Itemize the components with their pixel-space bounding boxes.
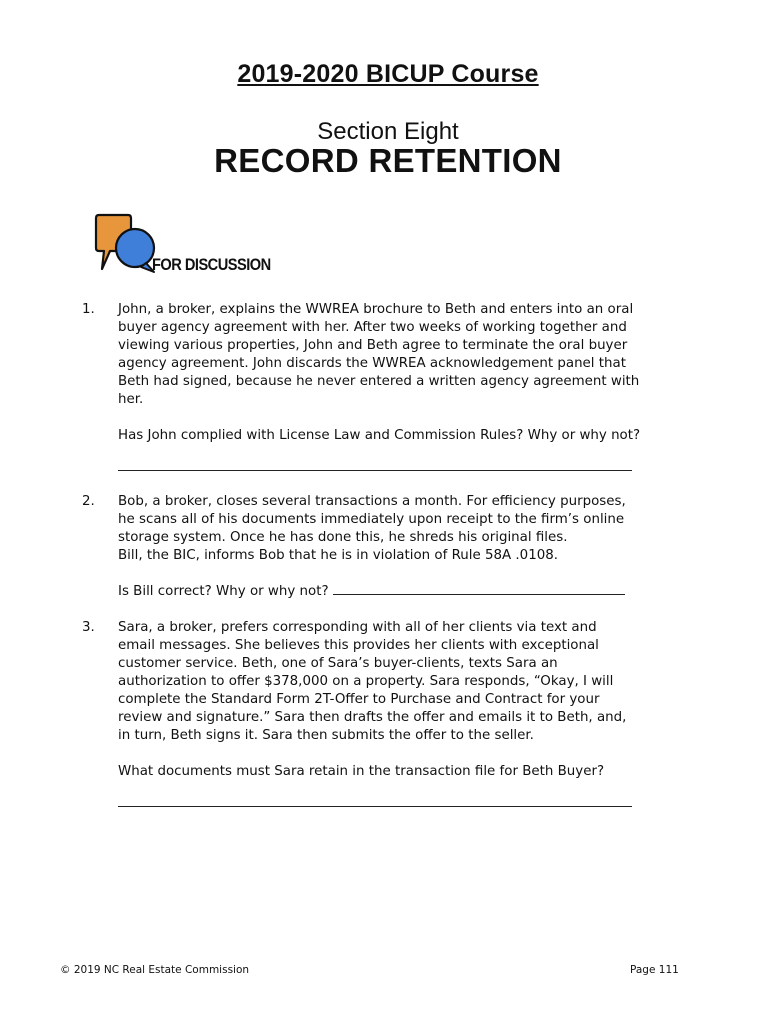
question-line: review and signature.” Sara then drafts the offer and emails it to Beth, and, [118, 710, 627, 725]
question-line: Bob, a broker, closes several transactions a month. For efficiency purposes, [118, 494, 626, 509]
question-line: John, a broker, explains the WWREA brochure to Beth and enters into an oral [118, 302, 634, 317]
question-line: in turn, Beth signs it. Sara then submits the offer to the seller. [118, 728, 534, 743]
question-line: authorization to offer $378,000 on a property. Sara responds, “Okay, I will [118, 674, 614, 689]
question-1 [82, 301, 642, 409]
section-title: RECORD RETENTION [214, 142, 562, 179]
question-line: he scans all of his documents immediately upon receipt to the firm’s online [118, 512, 625, 527]
question-line: Beth had signed, because he never entered a written agency agreement with [118, 374, 640, 389]
question-text [118, 619, 642, 745]
question-line: agency agreement. John discards the WWREA acknowledgement panel that [118, 356, 626, 371]
discussion-label: FOR DISCUSSION [152, 255, 271, 274]
question-line: viewing various properties, John and Beth agree to terminate the oral buyer [118, 338, 628, 353]
question-prompt: Is Bill correct? Why or why not? [118, 584, 329, 599]
answer-line[interactable] [118, 470, 632, 471]
question-line: her. [118, 392, 144, 407]
question-line: buyer agency agreement with her. After two weeks of working together and [118, 320, 627, 335]
question-number: 1. [82, 302, 95, 317]
question-line: customer service. Beth, one of Sara’s buyer-clients, texts Sara an [118, 656, 558, 671]
question-text [118, 493, 642, 565]
question-prompt: Has John complied with License Law and Commission Rules? Why or why not? [118, 428, 641, 443]
footer-copyright: © 2019 NC Real Estate Commission [60, 964, 250, 976]
answer-line[interactable] [333, 593, 625, 595]
page-number: Page 111 [630, 964, 679, 976]
answer-line[interactable] [118, 806, 632, 807]
question-line: Sara, a broker, prefers corresponding with all of her clients via text and [118, 620, 597, 635]
question-line: Bill, the BIC, informs Bob that he is in violation of Rule 58A .0108. [118, 548, 559, 563]
question-number: 3. [82, 620, 95, 635]
question-2 [82, 493, 642, 565]
question-number: 2. [82, 494, 95, 509]
question-3 [82, 619, 642, 745]
question-prompt: What documents must Sara retain in the transaction file for Beth Buyer? [118, 764, 605, 779]
course-title: 2019-2020 BICUP Course [237, 60, 539, 88]
question-line: complete the Standard Form 2T-Offer to Purchase and Contract for your [118, 692, 600, 707]
section-label: Section Eight [317, 118, 459, 145]
question-line: email messages. She believes this provides her clients with exceptional [118, 638, 599, 653]
question-text [118, 301, 642, 409]
question-prompt-row [118, 583, 625, 601]
question-line: storage system. Once he has done this, he shreds his original files. [118, 530, 568, 545]
